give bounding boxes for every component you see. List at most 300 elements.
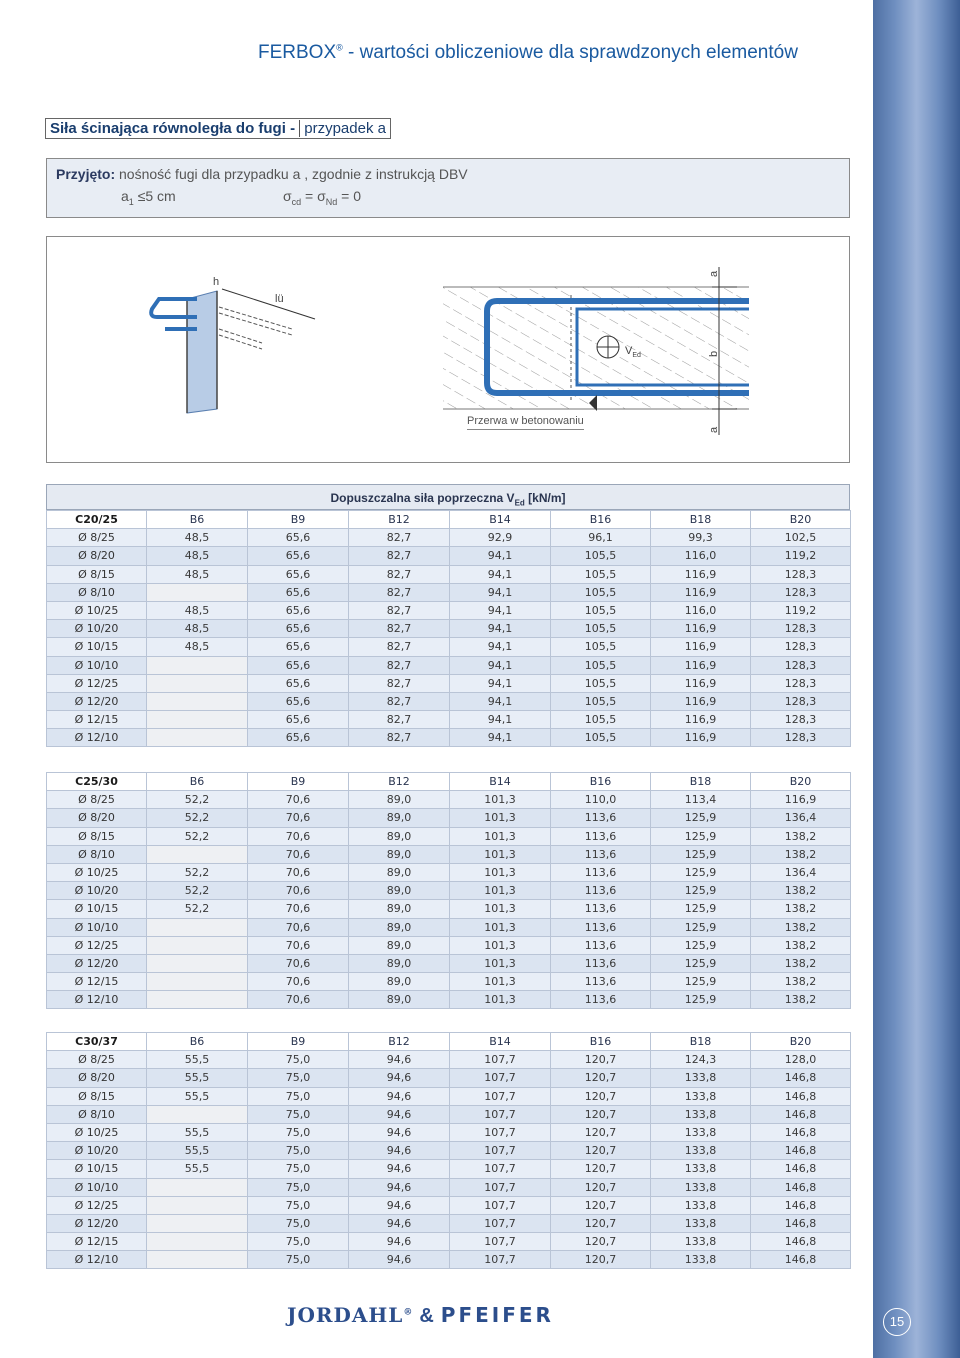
table-cell: 120,7: [551, 1233, 651, 1251]
table-heading-unit: [kN/m]: [524, 491, 566, 505]
formula-sigma-nd: σ: [317, 188, 326, 204]
rebar-spacing-label: Ø 8/25: [47, 791, 147, 809]
table-cell: 55,5: [147, 1087, 248, 1105]
table-cell: 101,3: [450, 827, 551, 845]
rebar-spacing-label: Ø 10/25: [47, 1123, 147, 1141]
table-cell: 120,7: [551, 1214, 651, 1232]
column-header: B9: [248, 511, 349, 529]
column-header: B18: [651, 511, 751, 529]
rebar-spacing-label: Ø 10/10: [47, 918, 147, 936]
table-cell: 146,8: [751, 1214, 851, 1232]
table-cell: 89,0: [349, 936, 450, 954]
table-cell: [147, 954, 248, 972]
table-cell: 113,6: [551, 863, 651, 881]
table-cell: 94,6: [349, 1214, 450, 1232]
table-cell: 75,0: [248, 1214, 349, 1232]
table-cell: 116,0: [651, 547, 751, 565]
side-decoration-band: [873, 0, 960, 1358]
table-cell: 138,2: [751, 918, 851, 936]
table-cell: 133,8: [651, 1233, 751, 1251]
table-row: [47, 936, 851, 954]
rebar-spacing-label: Ø 12/20: [47, 954, 147, 972]
table-cell: 75,0: [248, 1105, 349, 1123]
table-cell: 89,0: [349, 900, 450, 918]
table-row: [47, 565, 851, 583]
table-cell: 70,6: [248, 827, 349, 845]
formula-a1-sub: 1: [128, 196, 134, 207]
assumption-box: [46, 158, 850, 218]
table-row: [47, 529, 851, 547]
table-cell: 94,1: [450, 547, 551, 565]
table-cell: 70,6: [248, 882, 349, 900]
table-cell: 105,5: [551, 711, 651, 729]
table-cell: 52,2: [147, 863, 248, 881]
table-cell: 113,6: [551, 827, 651, 845]
table-cell: 146,8: [751, 1142, 851, 1160]
table-row: [47, 1087, 851, 1105]
table-cell: 146,8: [751, 1178, 851, 1196]
table-cell: 125,9: [651, 863, 751, 881]
table-cell: 120,7: [551, 1123, 651, 1141]
table-row: [47, 1142, 851, 1160]
table-cell: 113,6: [551, 882, 651, 900]
table-cell: [147, 1233, 248, 1251]
table-cell: 101,3: [450, 918, 551, 936]
rebar-spacing-label: Ø 10/15: [47, 900, 147, 918]
table-cell: 113,6: [551, 936, 651, 954]
rebar-spacing-label: Ø 12/15: [47, 973, 147, 991]
table-cell: 65,6: [248, 529, 349, 547]
table-cell: 116,9: [751, 791, 851, 809]
table-cell: 113,6: [551, 954, 651, 972]
table-cell: 146,8: [751, 1160, 851, 1178]
rebar-spacing-label: Ø 12/15: [47, 1233, 147, 1251]
table-cell: 94,1: [450, 656, 551, 674]
rebar-spacing-label: Ø 8/25: [47, 529, 147, 547]
table-cell: 136,4: [751, 863, 851, 881]
table-cell: 65,6: [248, 601, 349, 619]
table-cell: 125,9: [651, 954, 751, 972]
table-cell: 89,0: [349, 845, 450, 863]
table-cell: 125,9: [651, 809, 751, 827]
section-heading: Siła ścinająca równoległa do fugi - przypadek a: [45, 118, 391, 139]
table-cell: 48,5: [147, 638, 248, 656]
table-cell: 124,3: [651, 1051, 751, 1069]
table-row: [47, 601, 851, 619]
table-cell: 94,1: [450, 601, 551, 619]
table-cell: 116,9: [651, 638, 751, 656]
table-cell: 133,8: [651, 1251, 751, 1269]
logo-pfeifer: PFEIFER: [440, 1303, 554, 1327]
table-cell: 82,7: [349, 692, 450, 710]
rebar-spacing-label: Ø 12/20: [47, 692, 147, 710]
table-cell: 55,5: [147, 1160, 248, 1178]
table-row: [47, 900, 851, 918]
table-cell: 82,7: [349, 565, 450, 583]
rebar-spacing-label: Ø 10/25: [47, 863, 147, 881]
table-cell: 107,7: [450, 1214, 551, 1232]
rebar-spacing-label: Ø 12/25: [47, 1196, 147, 1214]
table-cell: 65,6: [248, 638, 349, 656]
assumption-description: nośność fugi dla przypadku a , zgodnie z instrukcją DBV: [115, 166, 468, 182]
rebar-spacing-label: Ø 8/20: [47, 1069, 147, 1087]
label-a-top: a: [708, 270, 720, 277]
column-header: B9: [248, 1033, 349, 1051]
table-cell: 128,3: [751, 620, 851, 638]
table-c25-30: [46, 772, 850, 1009]
table-cell: [147, 1105, 248, 1123]
table-cell: 52,2: [147, 900, 248, 918]
table-cell: 116,9: [651, 711, 751, 729]
concrete-grade: C25/30: [47, 773, 147, 791]
table-cell: 113,4: [651, 791, 751, 809]
table-cell: 65,6: [248, 565, 349, 583]
table-cell: 75,0: [248, 1087, 349, 1105]
ferbox-isometric: [151, 289, 315, 413]
table-cell: 75,0: [248, 1178, 349, 1196]
table-row: [47, 620, 851, 638]
table-row: [47, 1069, 851, 1087]
rebar-spacing-label: Ø 8/15: [47, 565, 147, 583]
table-cell: 70,6: [248, 936, 349, 954]
table-cell: 101,3: [450, 973, 551, 991]
table-cell: 138,2: [751, 954, 851, 972]
table-cell: 82,7: [349, 601, 450, 619]
table-cell: 75,0: [248, 1051, 349, 1069]
table-cell: 107,7: [450, 1105, 551, 1123]
table-cell: 133,8: [651, 1196, 751, 1214]
table-cell: 70,6: [248, 900, 349, 918]
column-header: B20: [751, 773, 851, 791]
table-cell: 89,0: [349, 973, 450, 991]
table-cell: 89,0: [349, 882, 450, 900]
table-header-row: [47, 511, 851, 529]
table-row: [47, 809, 851, 827]
table-cell: 70,6: [248, 863, 349, 881]
table-row: [47, 547, 851, 565]
table-cell: 105,5: [551, 601, 651, 619]
table-cell: 105,5: [551, 620, 651, 638]
table-heading-sub: Ed: [514, 498, 525, 508]
table-row: [47, 918, 851, 936]
table-cell: 94,1: [450, 565, 551, 583]
table-cell: 105,5: [551, 547, 651, 565]
table-cell: 125,9: [651, 845, 751, 863]
formula-a1-rest: ≤5 cm: [133, 188, 176, 204]
title-brand: FERBOX: [258, 42, 337, 63]
rebar-spacing-label: Ø 10/25: [47, 601, 147, 619]
table-cell: [147, 1178, 248, 1196]
technical-drawing: [46, 236, 850, 463]
table-row: [47, 1160, 851, 1178]
table-cell: 107,7: [450, 1233, 551, 1251]
table-row: [47, 827, 851, 845]
table-cell: 102,5: [751, 529, 851, 547]
concrete-grade: C20/25: [47, 511, 147, 529]
table-cell: 52,2: [147, 882, 248, 900]
table-cell: 125,9: [651, 973, 751, 991]
table-cell: 94,6: [349, 1142, 450, 1160]
table-cell: 107,7: [450, 1196, 551, 1214]
table-cell: 107,7: [450, 1160, 551, 1178]
rebar-spacing-label: Ø 10/20: [47, 1142, 147, 1160]
table-cell: 138,2: [751, 900, 851, 918]
table-cell: 146,8: [751, 1251, 851, 1269]
table-cell: 94,1: [450, 674, 551, 692]
table-cell: 128,3: [751, 565, 851, 583]
table-cell: 52,2: [147, 809, 248, 827]
label-h: h: [213, 276, 220, 288]
rebar-spacing-label: Ø 12/25: [47, 936, 147, 954]
rebar-spacing-label: Ø 12/15: [47, 711, 147, 729]
table-cell: 70,6: [248, 954, 349, 972]
table-cell: 128,0: [751, 1051, 851, 1069]
table-cell: 113,6: [551, 900, 651, 918]
table-cell: 82,7: [349, 638, 450, 656]
table-cell: 128,3: [751, 656, 851, 674]
table-cell: 89,0: [349, 827, 450, 845]
column-header: B16: [551, 1033, 651, 1051]
jordahl-pfeifer-logo: [287, 1303, 554, 1328]
table-cell: 101,3: [450, 809, 551, 827]
table-cell: 94,1: [450, 638, 551, 656]
table-cell: 105,5: [551, 729, 651, 747]
table-cell: 136,4: [751, 809, 851, 827]
rebar-spacing-label: Ø 12/10: [47, 991, 147, 1009]
rebar-spacing-label: Ø 8/20: [47, 809, 147, 827]
table-cell: 116,9: [651, 656, 751, 674]
table-cell: 133,8: [651, 1069, 751, 1087]
table-row: [47, 991, 851, 1009]
table-cell: 94,1: [450, 692, 551, 710]
table-cell: 48,5: [147, 565, 248, 583]
logo-registered: ®: [403, 1307, 414, 1318]
table-cell: 113,6: [551, 973, 651, 991]
table-cell: 70,6: [248, 918, 349, 936]
column-header: B6: [147, 1033, 248, 1051]
table-cell: 82,7: [349, 729, 450, 747]
table-row: [47, 973, 851, 991]
column-header: B18: [651, 1033, 751, 1051]
rebar-spacing-label: Ø 12/20: [47, 1214, 147, 1232]
table-cell: [147, 674, 248, 692]
table-cell: 113,6: [551, 809, 651, 827]
table-row: [47, 882, 851, 900]
table-row: [47, 711, 851, 729]
table-cell: 75,0: [248, 1196, 349, 1214]
table-heading: [46, 484, 850, 510]
table-cell: 146,8: [751, 1196, 851, 1214]
assumption-text: [56, 166, 468, 182]
table-cell: 125,9: [651, 918, 751, 936]
rebar-spacing-label: Ø 8/15: [47, 1087, 147, 1105]
label-b: b: [708, 350, 720, 357]
table-heading-text: Dopuszczalna siła poprzeczna V: [330, 491, 515, 505]
table-cell: [147, 729, 248, 747]
table-header-row: [47, 773, 851, 791]
column-header: B6: [147, 773, 248, 791]
label-ved-var: V: [625, 345, 633, 357]
column-header: B16: [551, 773, 651, 791]
column-header: B20: [751, 511, 851, 529]
table-cell: 101,3: [450, 863, 551, 881]
table-cell: 101,3: [450, 900, 551, 918]
page-number: 15: [883, 1308, 911, 1336]
table-row: [47, 583, 851, 601]
table-cell: 146,8: [751, 1069, 851, 1087]
registered-mark: ®: [336, 42, 343, 53]
table-cell: 52,2: [147, 827, 248, 845]
formula-sigma-nd-sub: Nd: [325, 196, 338, 207]
table-cell: 94,6: [349, 1123, 450, 1141]
table-cell: 92,9: [450, 529, 551, 547]
table-cell: 70,6: [248, 973, 349, 991]
table-cell: 65,6: [248, 692, 349, 710]
rebar-spacing-label: Ø 8/10: [47, 1105, 147, 1123]
table-cell: 113,6: [551, 918, 651, 936]
formula-a1: [121, 188, 176, 207]
table-cell: 146,8: [751, 1105, 851, 1123]
table-header-row: [47, 1033, 851, 1051]
table-cell: 70,6: [248, 809, 349, 827]
table-cell: [147, 918, 248, 936]
table-cell: 105,5: [551, 674, 651, 692]
table-cell: 94,6: [349, 1251, 450, 1269]
table-cell: 75,0: [248, 1142, 349, 1160]
table-row: [47, 954, 851, 972]
column-header: B16: [551, 511, 651, 529]
title-subtitle: - wartości obliczeniowe dla sprawdzonych elementów: [342, 42, 798, 63]
table-cell: 107,7: [450, 1142, 551, 1160]
table-row: [47, 674, 851, 692]
table-cell: 94,1: [450, 711, 551, 729]
table-cell: [147, 845, 248, 863]
table-cell: 96,1: [551, 529, 651, 547]
table-cell: 48,5: [147, 529, 248, 547]
table-cell: 55,5: [147, 1123, 248, 1141]
section-title: Siła ścinająca równoległa do fugi: [50, 120, 286, 137]
table-cell: 120,7: [551, 1160, 651, 1178]
table-row: [47, 1251, 851, 1269]
table-cell: 128,3: [751, 638, 851, 656]
table-cell: 116,0: [651, 601, 751, 619]
table-row: [47, 863, 851, 881]
table-cell: 89,0: [349, 918, 450, 936]
table-row: [47, 1233, 851, 1251]
label-ved: [625, 345, 641, 359]
table-cell: 82,7: [349, 547, 450, 565]
table-cell: 125,9: [651, 936, 751, 954]
table-cell: 75,0: [248, 1251, 349, 1269]
table-cell: 138,2: [751, 882, 851, 900]
table-cell: 55,5: [147, 1142, 248, 1160]
table-c30-37: [46, 1032, 850, 1269]
table-cell: 133,8: [651, 1214, 751, 1232]
shear-capacity-table: [46, 772, 851, 1009]
table-row: [47, 638, 851, 656]
table-cell: 105,5: [551, 638, 651, 656]
table-cell: 75,0: [248, 1069, 349, 1087]
table-cell: 146,8: [751, 1233, 851, 1251]
table-cell: 107,7: [450, 1251, 551, 1269]
table-cell: 65,6: [248, 547, 349, 565]
table-cell: 55,5: [147, 1069, 248, 1087]
table-cell: 101,3: [450, 882, 551, 900]
table-cell: 146,8: [751, 1123, 851, 1141]
table-cell: 82,7: [349, 529, 450, 547]
table-cell: 146,8: [751, 1087, 851, 1105]
column-header: B6: [147, 511, 248, 529]
table-cell: 107,7: [450, 1087, 551, 1105]
table-row: [47, 729, 851, 747]
table-row: [47, 1123, 851, 1141]
column-header: B9: [248, 773, 349, 791]
table-cell: 120,7: [551, 1251, 651, 1269]
table-cell: 125,9: [651, 991, 751, 1009]
table-cell: 65,6: [248, 674, 349, 692]
shear-capacity-table: [46, 1032, 851, 1269]
table-cell: 138,2: [751, 991, 851, 1009]
table-cell: 105,5: [551, 565, 651, 583]
table-cell: [147, 936, 248, 954]
table-cell: 110,0: [551, 791, 651, 809]
rebar-spacing-label: Ø 10/20: [47, 882, 147, 900]
table-row: [47, 1178, 851, 1196]
table-cell: [147, 1196, 248, 1214]
table-cell: 101,3: [450, 954, 551, 972]
table-cell: 107,7: [450, 1178, 551, 1196]
table-cell: [147, 692, 248, 710]
table-cell: [147, 656, 248, 674]
table-cell: 94,6: [349, 1196, 450, 1214]
table-cell: 99,3: [651, 529, 751, 547]
assumption-label: Przyjęto:: [56, 166, 116, 182]
table-cell: [147, 711, 248, 729]
table-cell: 107,7: [450, 1069, 551, 1087]
table-row: [47, 845, 851, 863]
drawing-svg: [47, 237, 849, 462]
table-cell: [147, 1214, 248, 1232]
rebar-spacing-label: Ø 8/10: [47, 583, 147, 601]
table-cell: 101,3: [450, 936, 551, 954]
formula-sigma-cd-sub: cd: [291, 196, 302, 207]
table-cell: 107,7: [450, 1051, 551, 1069]
table-cell: 138,2: [751, 845, 851, 863]
table-cell: 125,9: [651, 827, 751, 845]
table-cell: 120,7: [551, 1069, 651, 1087]
formula-a1-var: a: [121, 188, 129, 204]
table-row: [47, 1051, 851, 1069]
column-header: B12: [349, 1033, 450, 1051]
concrete-grade: C30/37: [47, 1033, 147, 1051]
table-cell: 89,0: [349, 954, 450, 972]
table-cell: 70,6: [248, 845, 349, 863]
table-cell: 94,6: [349, 1160, 450, 1178]
table-cell: 116,9: [651, 692, 751, 710]
table-cell: [147, 991, 248, 1009]
table-cell: 75,0: [248, 1160, 349, 1178]
label-ved-sub: Ed: [632, 352, 641, 360]
table-cell: 120,7: [551, 1142, 651, 1160]
table-cell: 120,7: [551, 1087, 651, 1105]
table-cell: 82,7: [349, 583, 450, 601]
table-cell: 133,8: [651, 1142, 751, 1160]
table-cell: 65,6: [248, 620, 349, 638]
table-cell: 65,6: [248, 656, 349, 674]
table-cell: 105,5: [551, 583, 651, 601]
label-a-bottom: a: [708, 426, 720, 433]
rebar-spacing-label: Ø 10/15: [47, 638, 147, 656]
